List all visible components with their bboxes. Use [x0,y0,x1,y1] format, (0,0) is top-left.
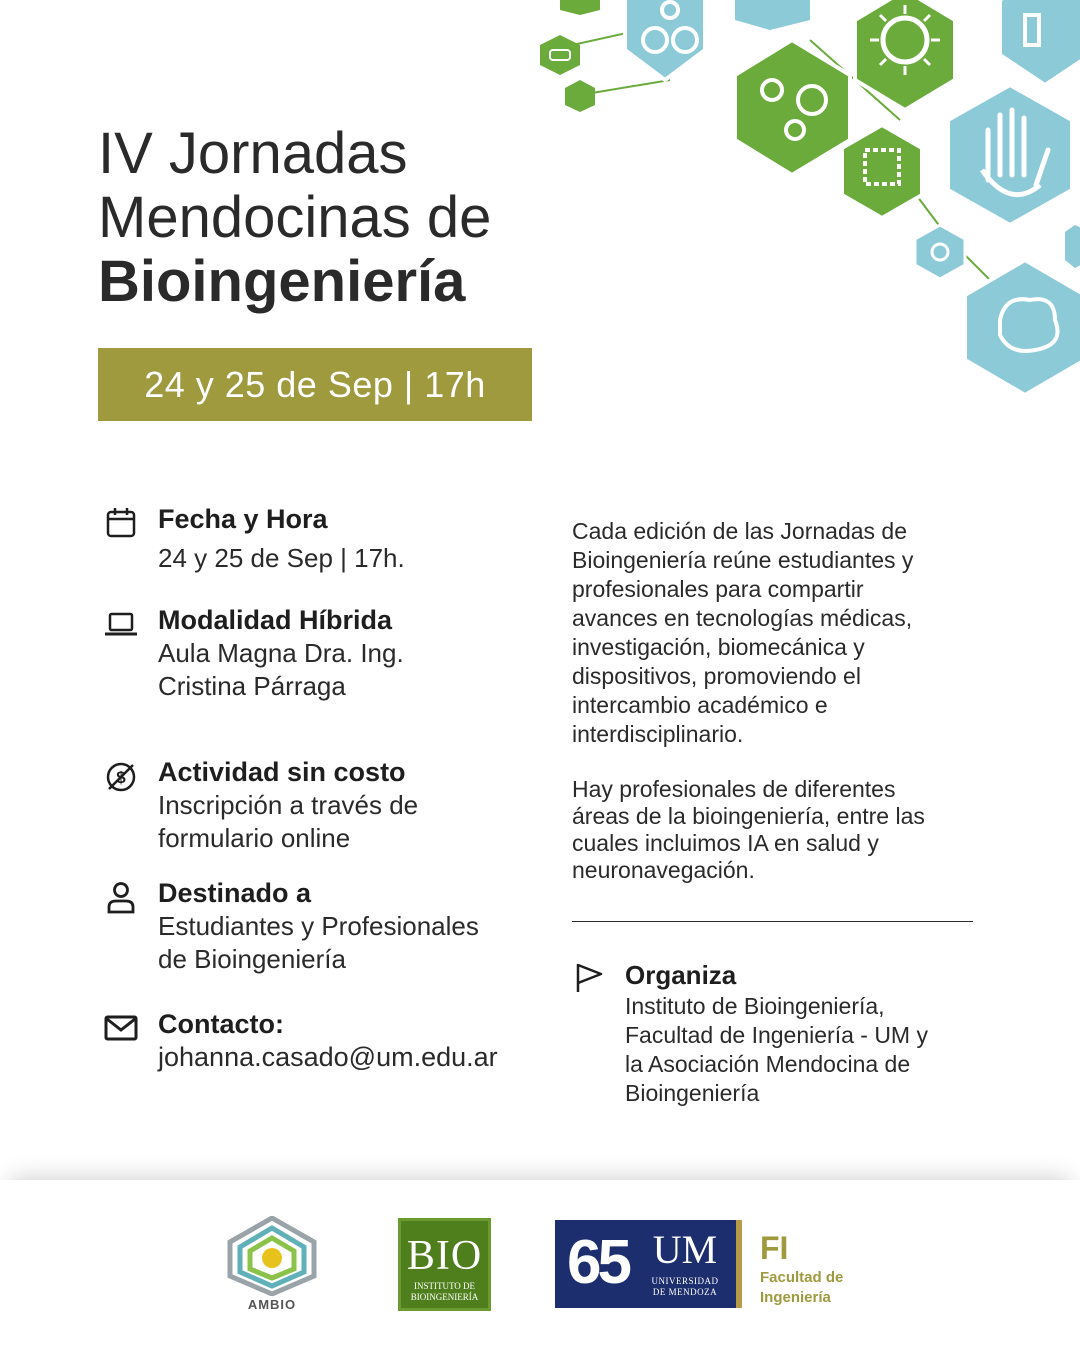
organiza-block [574,958,994,1108]
title-line-1: IV Jornadas [98,121,408,186]
flag-icon [574,962,604,992]
footer-logos [0,1180,1080,1350]
title-line-2: Mendocinas de [98,185,492,250]
um-gold-bar [736,1220,742,1308]
divider [572,921,973,922]
hex-brain-icon [965,260,1080,395]
svg-text:$: $ [116,768,126,787]
bio-mark: BIO [406,1233,483,1279]
detail-heading: Actividad sin costo [158,757,406,787]
detail-modalidad [104,603,544,703]
detail-body-line: de Bioingeniería [158,944,346,974]
detail-heading: Destinado a [158,878,312,908]
detail-fecha [104,502,544,575]
contact-email-link[interactable]: johanna.casado@um.edu.ar [158,1042,498,1072]
bio-sub-line: BIOINGENIERÍA [410,1292,479,1302]
detail-heading: Modalidad Híbrida [158,605,393,635]
detail-body-line: Cristina Párraga [158,671,346,701]
organiza-heading: Organiza [625,960,737,990]
description-line: Hay profesionales de diferentes [572,776,896,802]
detail-heading: Contacto: [158,1009,284,1039]
um-sub-line: UNIVERSIDAD [651,1276,719,1286]
organiza-line: la Asociación Mendocina de [625,1051,911,1077]
laptop-icon [104,607,138,641]
detail-heading: Fecha y Hora [158,504,328,534]
ambio-emblem-icon [222,1216,322,1296]
description-line: intercambio académico e [572,692,828,718]
detail-body-line: formulario online [158,823,351,853]
description-line: áreas de la bioingeniería, entre las [572,803,925,829]
detail-body-line: Aula Magna Dra. Ing. [158,638,404,668]
fi-line: Ingeniería [760,1289,831,1306]
description-line: dispositivos, promoviendo el [572,663,861,689]
um-sub-line: DE MENDOZA [652,1287,718,1297]
um-sub [643,1276,727,1298]
description-line: interdisciplinario. [572,721,744,747]
detail-contacto [104,1007,544,1074]
event-title [98,122,568,314]
description-line: Bioingeniería reúne estudiantes y [572,547,914,573]
fi-mark: FI [760,1230,789,1266]
no-cost-icon [104,759,138,793]
detail-body-line: Inscripción a través de [158,790,419,820]
organiza-line: Bioingeniería [625,1080,760,1106]
hexagon-decoration [520,0,1080,420]
description-line: cuales incluimos IA en salud y [572,830,879,856]
description-paragraph-2 [572,776,972,884]
detail-body-line: Estudiantes y Profesionales [158,911,479,941]
description-line: investigación, biomecánica y [572,634,865,660]
description-line: neuronavegación. [572,857,755,883]
calendar-icon [104,506,138,540]
bio-sub-line: INSTITUTO DE [413,1281,476,1291]
date-banner: 24 y 25 de Sep | 17h [98,348,532,421]
description-line: avances en tecnologías médicas, [572,605,913,631]
hex-dna-icon [842,125,922,218]
bio-institute-logo [398,1218,491,1311]
organiza-line: Facultad de Ingeniería - UM y [625,1022,928,1048]
ambio-logo [222,1216,322,1312]
detail-costo [104,755,544,855]
mail-icon [104,1011,138,1045]
detail-destinado [104,876,544,976]
um-anniversary: 65 [567,1228,628,1297]
description-line: Cada edición de las Jornadas de [572,518,908,544]
fi-logo [760,1230,890,1306]
ambio-text: AMBIO [247,1297,297,1312]
person-icon [104,880,138,914]
description-line: profesionales para compartir [572,576,864,602]
detail-body-line: 24 y 25 de Sep | 17h. [158,543,405,573]
um-mark: UM [652,1227,718,1272]
title-line-bold: Bioingeniería [98,249,466,314]
organiza-line: Instituto de Bioingeniería, [625,993,885,1019]
description-paragraph-1 [572,517,972,749]
um-logo [555,1220,742,1308]
fi-line: Facultad de [760,1269,844,1286]
